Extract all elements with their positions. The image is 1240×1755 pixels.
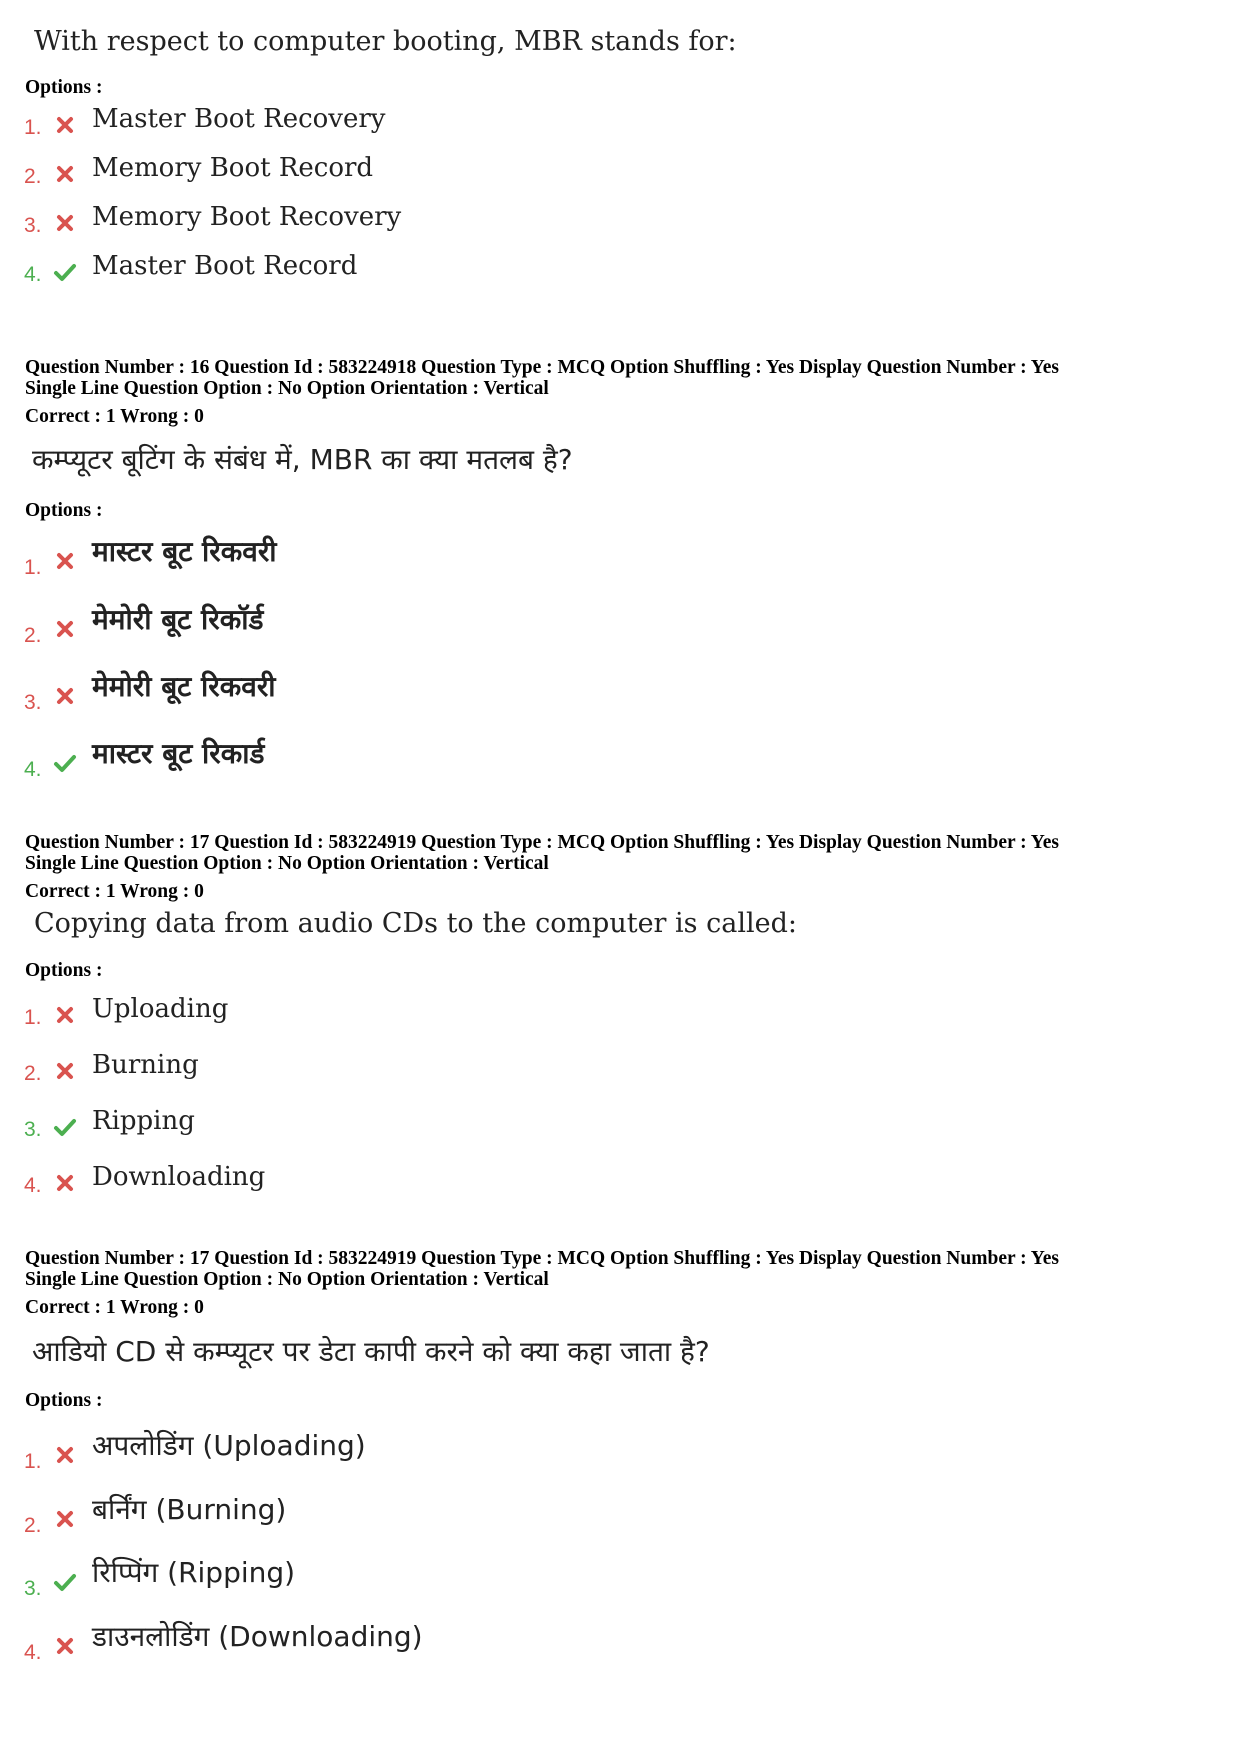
option-2: [0, 149, 700, 189]
options-label: Options :: [25, 1390, 103, 1411]
cross-icon: [53, 1004, 77, 1026]
check-icon: [53, 752, 77, 774]
option-2: [0, 1046, 700, 1086]
question-meta-line-1: Question Number : 16 Question Id : 583224918 Question Type : MCQ Option Shuffling : Yes Display Question Number : Yes: [25, 357, 1059, 378]
option-text: Downloading: [92, 1162, 266, 1192]
options-label: Options :: [25, 500, 103, 521]
option-1: [0, 535, 700, 580]
marks-line: Correct : 1 Wrong : 0: [25, 881, 204, 902]
options-label: Options :: [25, 77, 103, 98]
option-text: बर्निंग (Burning): [92, 1493, 287, 1526]
option-4: [0, 1620, 700, 1665]
option-number: 1.: [24, 1006, 42, 1029]
option-text: रिप्पिंग (Ripping): [92, 1556, 296, 1589]
question-meta-line-1: Question Number : 17 Question Id : 583224919 Question Type : MCQ Option Shuffling : Yes Display Question Number : Yes: [25, 1248, 1059, 1269]
option-number: 2.: [24, 624, 42, 647]
question-meta-line-2: Single Line Question Option : No Option Orientation : Vertical: [25, 853, 549, 874]
option-text: Memory Boot Recovery: [92, 202, 402, 232]
option-text: Master Boot Recovery: [92, 104, 386, 134]
option-3: [0, 1102, 700, 1142]
option-4: [0, 247, 700, 287]
cross-icon: [53, 1444, 77, 1466]
question-meta-line-2: Single Line Question Option : No Option Orientation : Vertical: [25, 1269, 549, 1290]
option-number: 3.: [24, 1577, 42, 1600]
option-text: Ripping: [92, 1106, 195, 1136]
cross-icon: [53, 550, 77, 572]
option-text: मेमोरी बूट रिकॉर्ड: [92, 603, 264, 636]
option-text: Memory Boot Record: [92, 153, 374, 183]
option-text: मास्टर बूट रिकवरी: [92, 535, 277, 568]
check-icon: [53, 1571, 77, 1593]
option-number: 1.: [24, 1450, 42, 1473]
option-4: [0, 1158, 700, 1198]
option-number: 4.: [24, 758, 42, 781]
option-4: [0, 737, 700, 782]
option-text: मास्टर बूट रिकार्ड: [92, 737, 265, 770]
option-3: [0, 670, 700, 715]
option-number: 4.: [24, 1641, 42, 1664]
option-number: 3.: [24, 1118, 42, 1141]
option-text: Master Boot Record: [92, 251, 358, 281]
option-text: मेमोरी बूट रिकवरी: [92, 670, 276, 703]
cross-icon: [53, 685, 77, 707]
question-text: कम्प्यूटर बूटिंग के संबंध में, MBR का क्या मतलब है?: [32, 443, 573, 476]
check-icon: [53, 1116, 77, 1138]
question-text: With respect to computer booting, MBR stands for:: [34, 26, 737, 57]
marks-line: Correct : 1 Wrong : 0: [25, 406, 204, 427]
option-number: 3.: [24, 691, 42, 714]
option-number: 4.: [24, 263, 42, 286]
cross-icon: [53, 163, 77, 185]
question-meta-line-2: Single Line Question Option : No Option Orientation : Vertical: [25, 378, 549, 399]
option-2: [0, 603, 700, 648]
cross-icon: [53, 114, 77, 136]
cross-icon: [53, 1508, 77, 1530]
options-label: Options :: [25, 960, 103, 981]
option-3: [0, 1556, 700, 1601]
option-text: डाउनलोडिंग (Downloading): [92, 1620, 423, 1653]
cross-icon: [53, 212, 77, 234]
option-number: 2.: [24, 1514, 42, 1537]
option-text: अपलोडिंग (Uploading): [92, 1429, 366, 1462]
option-number: 1.: [24, 116, 42, 139]
cross-icon: [53, 1635, 77, 1657]
option-3: [0, 198, 700, 238]
option-2: [0, 1493, 700, 1538]
option-number: 2.: [24, 1062, 42, 1085]
question-text: Copying data from audio CDs to the computer is called:: [34, 908, 797, 939]
option-1: [0, 100, 700, 140]
marks-line: Correct : 1 Wrong : 0: [25, 1297, 204, 1318]
question-text: आडियो CD से कम्प्यूटर पर डेटा कापी करने को क्या कहा जाता है?: [32, 1335, 710, 1368]
option-number: 2.: [24, 165, 42, 188]
cross-icon: [53, 1172, 77, 1194]
option-1: [0, 1429, 700, 1474]
option-number: 4.: [24, 1174, 42, 1197]
question-meta-line-1: Question Number : 17 Question Id : 583224919 Question Type : MCQ Option Shuffling : Yes Display Question Number : Yes: [25, 832, 1059, 853]
check-icon: [53, 261, 77, 283]
cross-icon: [53, 1060, 77, 1082]
option-text: Uploading: [92, 994, 229, 1024]
option-number: 1.: [24, 556, 42, 579]
option-1: [0, 990, 700, 1030]
option-text: Burning: [92, 1050, 199, 1080]
option-number: 3.: [24, 214, 42, 237]
cross-icon: [53, 618, 77, 640]
